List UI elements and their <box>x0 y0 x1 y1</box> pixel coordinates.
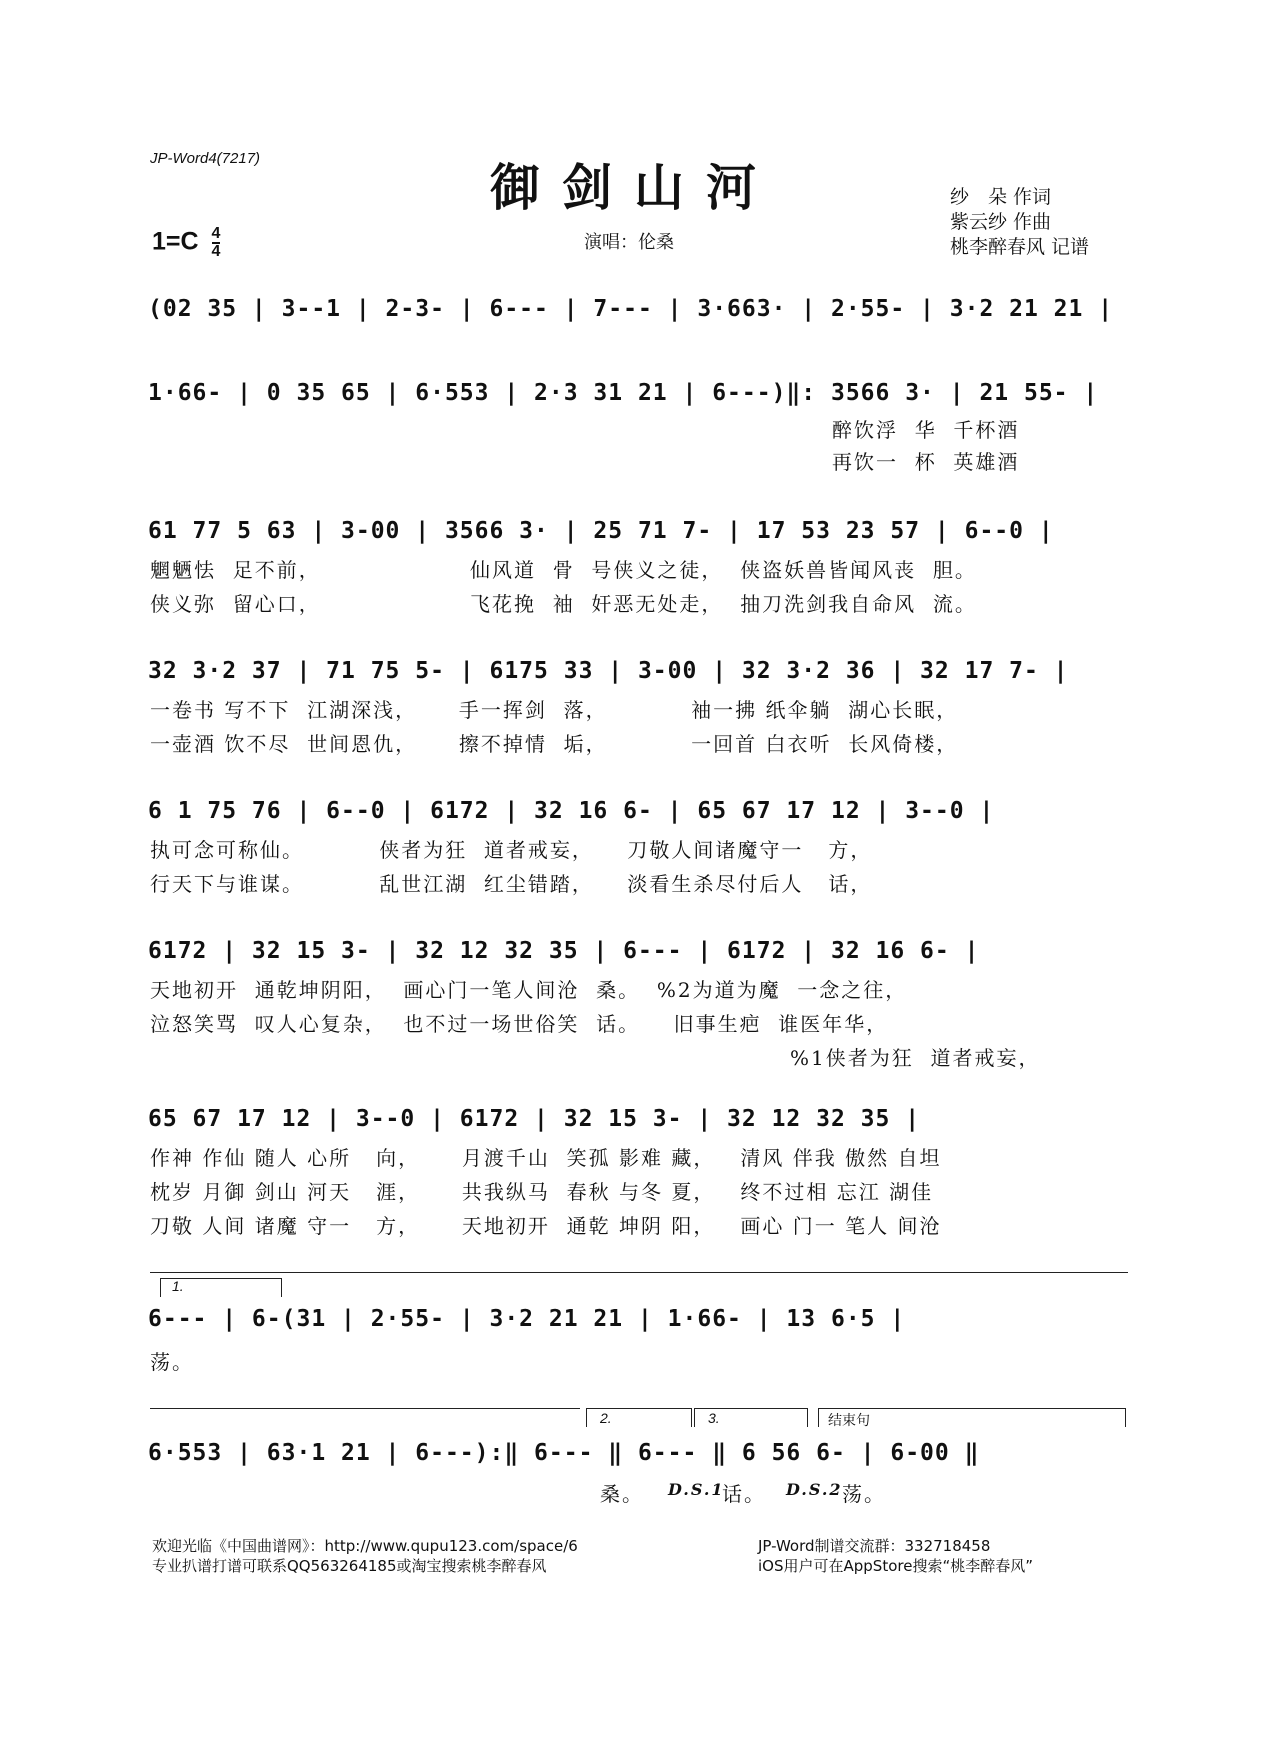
footer-left-line: 欢迎光临《中国曲谱网》：http://www.qupu123.com/space/6 <box>152 1537 578 1555</box>
system-top-line <box>150 1408 580 1409</box>
lyric-line: 飞花挽 袖 奸恶无处走， 抽刀洗剑我自命风 流。 <box>470 592 977 616</box>
notation-line-4: 32 3·2 37 | 71 75 5- | 6175 33 | 3-00 | 32 3·2 36 | 32 17 7- | <box>148 658 1069 684</box>
time-top: 4 <box>211 225 221 242</box>
lyric-line: 一壶酒 饮不尽 世间恩仇， 擦不掉情 垢， 一回首 白衣听 长风倚楼， <box>150 732 959 756</box>
notation-line-1: (02 35 | 3--1 | 2-3- | 6--- | 7--- | 3·663· | 2·55- | 3·2 21 21 | <box>148 296 1114 322</box>
lyric-line: 刀敬 人间 诸魔 守一 方， 天地初开 通乾 坤阴 阳， 画心 门一 笔人 间沧 <box>150 1214 942 1238</box>
volta-2-label: 2. <box>600 1410 612 1426</box>
footer-right-line: iOS用户可在AppStore搜索“桃李醉春风” <box>758 1557 1033 1575</box>
footer-right-line: JP-Word制谱交流群：332718458 <box>758 1537 991 1555</box>
lyric-line: 仙风道 骨 号侠义之徒， 侠盗妖兽皆闻风丧 胆。 <box>470 558 977 582</box>
singer-credit: 演唱：伦桑 <box>584 232 674 253</box>
time-signature <box>212 226 221 260</box>
lyric-line: 行天下与谁谋。 乱世江湖 红尘错踏， 淡看生杀尽付后人 话， <box>150 872 873 896</box>
key-signature <box>152 226 220 260</box>
notation-line-5: 6 1 75 76 | 6--0 | 6172 | 32 16 6- | 65 67 17 12 | 3--0 | <box>148 798 995 824</box>
key-label: 1=C <box>152 227 199 256</box>
footer-left <box>152 1536 578 1576</box>
lyric-line: 泣怒笑骂 叹人心复杂， 也不过一场世俗笑 话。 旧事生疤 谁医年华， <box>150 1012 889 1036</box>
lyric-line: 荡。 <box>842 1482 886 1506</box>
ds1-marker: D.S.1 <box>668 1480 725 1499</box>
notation-line-2: 1·66- | 0 35 65 | 6·553 | 2·3 31 21 | 6---)‖: 3566 3· | 21 55- | <box>148 380 1099 406</box>
composer-credit: 紫云纱 作曲 <box>950 211 1052 233</box>
lyric-line: %1侠者为狂 道者戒妄， <box>790 1046 1041 1070</box>
lyric-line: 桑。 <box>600 1482 644 1506</box>
notation-line-6: 6172 | 32 15 3- | 32 12 32 35 | 6--- | 6172 | 32 16 6- | <box>148 938 980 964</box>
transcriber-credit: 桃李醉春风 记谱 <box>950 236 1090 258</box>
lyric-line: 执可念可称仙。 侠者为狂 道者戒妄， 刀敬人间诸魔守一 方， <box>150 838 873 862</box>
volta-1-label: 1. <box>172 1278 184 1294</box>
footer-left-line: 专业扒谱打谱可联系QQ563264185或淘宝搜索桃李醉春风 <box>152 1557 547 1575</box>
lyric-line: 侠义弥 留心口， <box>150 592 321 616</box>
lyric-line: 作神 作仙 随人 心所 向， 月渡千山 笑孤 影难 藏， 清风 伴我 傲然 自坦 <box>150 1146 942 1170</box>
lyric-line: 一卷书 写不下 江湖深浅， 手一挥剑 落， 袖一拂 纸伞躺 湖心长眠， <box>150 698 959 722</box>
volta-line <box>150 1272 1128 1273</box>
volta-3-label: 3. <box>708 1410 720 1426</box>
lyric-line: 话。 <box>722 1482 766 1506</box>
notation-line-9: 6·553 | 63·1 21 | 6---):‖ 6--- ‖ 6--- ‖ 6 56 6- | 6-00 ‖ <box>148 1440 980 1466</box>
lyric-line: 再饮一 杯 英雄酒 <box>832 450 1020 474</box>
lyric-line: 天地初开 通乾坤阴阳， 画心门一笔人间沧 桑。 %2为道为魔 一念之往， <box>150 978 908 1002</box>
notation-line-3: 61 77 5 63 | 3-00 | 3566 3· | 25 71 7- | 17 53 23 57 | 6--0 | <box>148 518 1054 544</box>
lyricist-credit: 纱 朵 作词 <box>950 186 1052 208</box>
credits-block <box>950 185 1089 260</box>
lyric-line: 魍魉怯 足不前， <box>150 558 321 582</box>
notation-line-7: 65 67 17 12 | 3--0 | 6172 | 32 15 3- | 32 12 32 35 | <box>148 1106 921 1132</box>
song-title: 御剑山河 <box>490 158 778 217</box>
lyric-line: 荡。 <box>150 1350 194 1374</box>
software-tag: JP-Word4(7217) <box>150 150 261 167</box>
footer-right <box>758 1536 1033 1576</box>
lyric-line: 枕岁 月御 剑山 河天 涯， 共我纵马 春秋 与冬 夏， 终不过相 忘江 湖佳 <box>150 1180 934 1204</box>
ds2-marker: D.S.2 <box>786 1480 843 1499</box>
notation-line-8: 6--- | 6-(31 | 2·55- | 3·2 21 21 | 1·66- | 13 6·5 | <box>148 1306 906 1332</box>
coda-label: 结束句 <box>828 1412 870 1428</box>
time-bottom: 4 <box>211 243 221 260</box>
lyric-line: 醉饮浮 华 千杯酒 <box>832 418 1020 442</box>
